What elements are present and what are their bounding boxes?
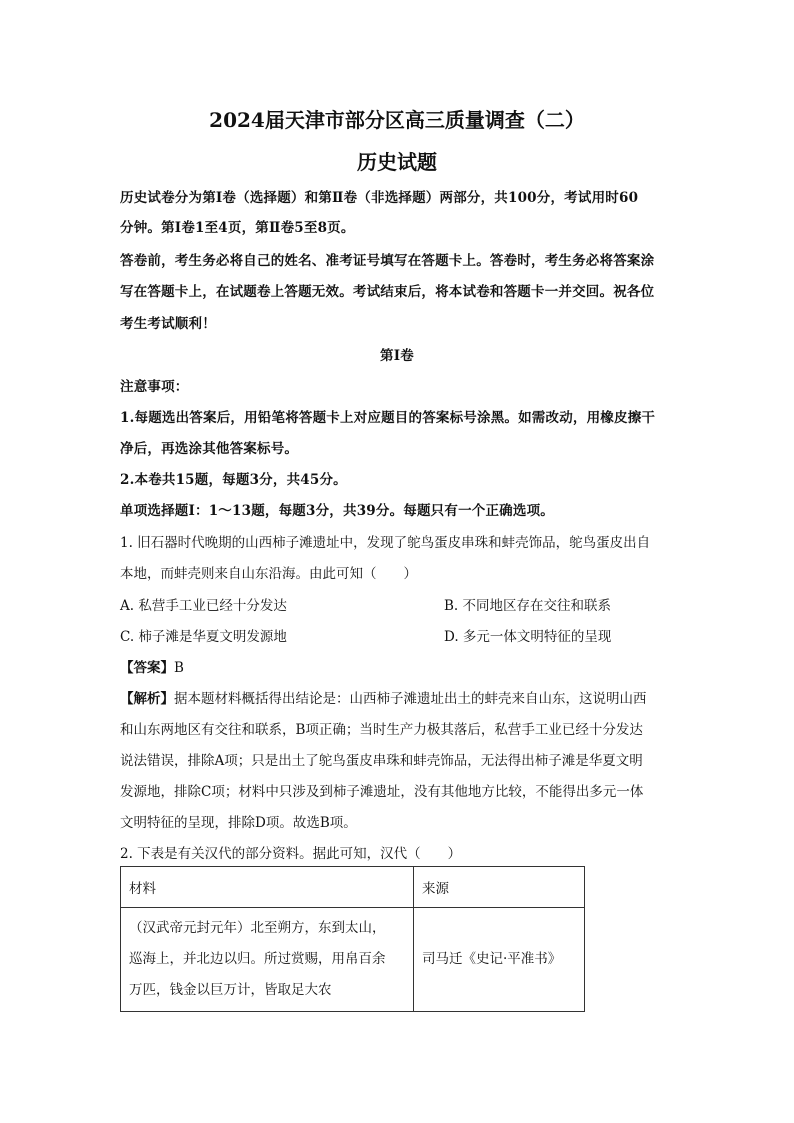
- answer-line: [120, 656, 184, 676]
- intro-line: 分钟。第Ⅰ卷1至4页，第Ⅱ卷5至8页。: [120, 220, 355, 236]
- note-item: 1.每题选出答案后，用铅笔将答题卡上对应题目的答案标号涂黑。如需改动，用橡皮擦干: [120, 410, 656, 426]
- exam-subtitle: 历史试题: [357, 150, 437, 174]
- section-heading: 第Ⅰ卷: [380, 348, 414, 364]
- analysis-text: 文明特征的呈现，排除D项。故选B项。: [120, 815, 357, 831]
- note-item: 2.本卷共15题，每题3分，共45分。: [120, 472, 347, 488]
- question-stem: 本地，而蚌壳则来自山东沿海。由此可知（ ）: [120, 566, 417, 582]
- option-d: D. 多元一体文明特征的呈现: [444, 629, 612, 645]
- single-choice-heading: 单项选择题Ⅰ：1～13题，每题3分，共39分。每题只有一个正确选项。: [120, 503, 554, 519]
- table-header-cell: 材料: [121, 867, 414, 908]
- notes-heading: 注意事项：: [120, 379, 189, 395]
- analysis-text: 说法错误，排除A项；只是出土了鸵鸟蛋皮串珠和蚌壳饰品，无法得出柿子滩是华夏文明: [120, 753, 643, 769]
- exam-title: 2024届天津市部分区高三质量调查（二）: [209, 108, 585, 132]
- table-cell-material: [121, 908, 414, 1012]
- analysis-text: 发源地，排除C项；材料中只涉及到柿子滩遗址，没有其他地方比较，不能得出多元一体: [120, 784, 644, 800]
- source-table: [120, 866, 585, 1012]
- analysis-line: [120, 687, 647, 707]
- intro-line: 答卷前，考生务必将自己的姓名、准考证号填写在答题卡上。答卷时，考生务必将答案涂: [120, 253, 655, 269]
- question-stem: 1. 旧石器时代晚期的山西柿子滩遗址中，发现了鸵鸟蛋皮串珠和蚌壳饰品，鸵鸟蛋皮出自: [120, 535, 651, 551]
- option-b: B. 不同地区存在交往和联系: [444, 598, 612, 614]
- option-a: A. 私营手工业已经十分发达: [120, 598, 287, 614]
- analysis-label: 【解析】: [120, 691, 174, 707]
- cell-line: （汉武帝元封元年）北至朔方，东到太山，: [129, 920, 386, 936]
- table-header-cell: 来源: [414, 867, 585, 908]
- analysis-text: 据本题材料概括得出结论是：山西柿子滩遗址出土的蚌壳来自山东，这说明山西: [174, 691, 647, 707]
- table-cell-source: 司马迁《史记·平准书》: [414, 908, 585, 1012]
- intro-line: 历史试卷分为第Ⅰ卷（选择题）和第Ⅱ卷（非选择题）两部分，共100分，考试用时60: [120, 190, 639, 206]
- table-row: [121, 908, 585, 1012]
- note-item: 净后，再选涂其他答案标号。: [120, 441, 299, 457]
- cell-line: 巡海上，并北边以归。所过赏赐，用帛百余: [129, 951, 386, 967]
- analysis-text: 和山东两地区有交往和联系，B项正确；当时生产力极其落后，私营手工业已经十分发达: [120, 722, 643, 738]
- intro-line: 写在答题卡上，在试题卷上答题无效。考试结束后，将本试卷和答题卡一并交回。祝各位: [120, 284, 655, 300]
- intro-line: 考生考试顺利！: [120, 316, 216, 332]
- question-stem: 2. 下表是有关汉代的部分资料。据此可知，汉代（ ）: [120, 846, 462, 862]
- cell-line: 万匹，钱金以巨万计，皆取足大农: [129, 982, 332, 998]
- table-header-row: [121, 867, 585, 908]
- option-c: C. 柿子滩是华夏文明发源地: [120, 629, 287, 645]
- answer-value: B: [174, 660, 184, 676]
- answer-label: 【答案】: [120, 660, 174, 676]
